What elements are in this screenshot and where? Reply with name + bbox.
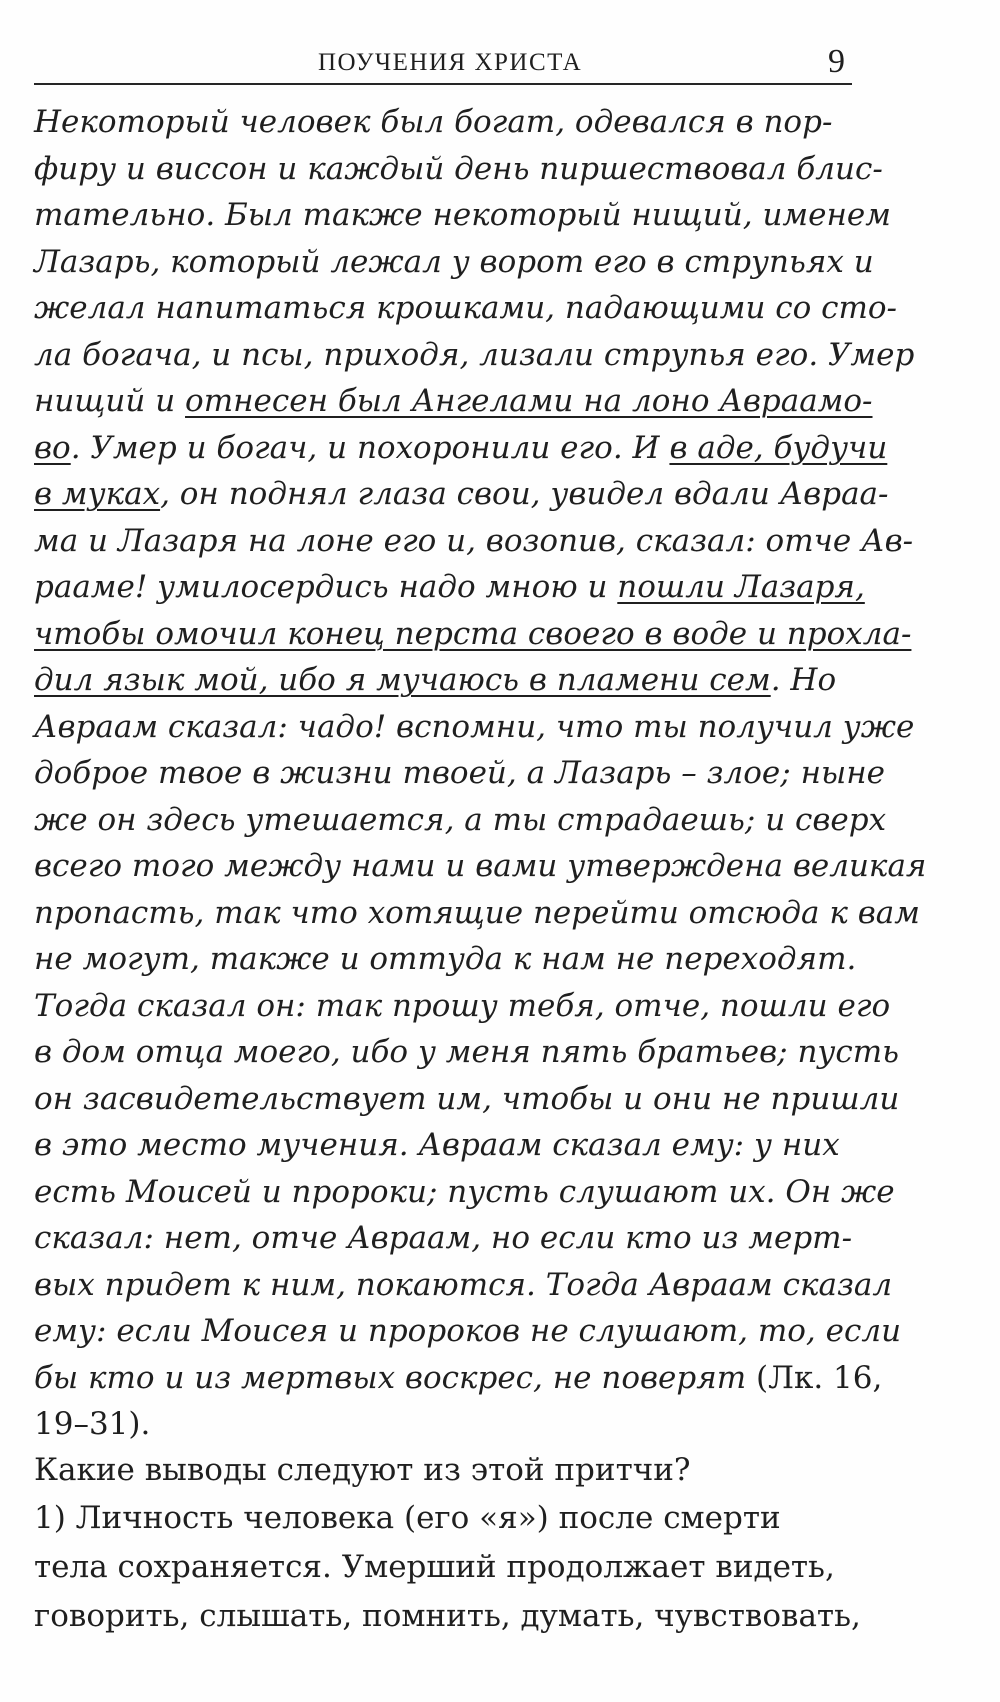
conclusion-paragraph bbox=[34, 1494, 874, 1641]
quote-line: рааме! умилосердись надо мною и пошли Лазаря, bbox=[34, 569, 865, 605]
underlined-phrase: дил язык мой, ибо я мучаюсь в пламени сем bbox=[34, 662, 771, 698]
quote-line: Авраам сказал: чадо! вспомни, что ты получил уже bbox=[34, 708, 915, 745]
quote-line bbox=[34, 611, 912, 658]
quote-line: он засвидетельствует им, чтобы и они не пришли bbox=[34, 1080, 900, 1117]
underlined-phrase: отнесен был Ангелами на лоно Авраамо- bbox=[185, 383, 873, 419]
quote-line: во. Умер и богач, и похоронили его. И в аде, будучи bbox=[34, 429, 888, 466]
quote-line: всего того между нами и вами утверждена великая bbox=[34, 848, 927, 884]
quote-line: сказал: нет, отче Авраам, но если кто из мерт- bbox=[34, 1220, 853, 1256]
underlined-phrase: в аде, будучи bbox=[669, 429, 888, 466]
quote-line: вых придет к ним, покаются. Тогда Авраам сказал bbox=[34, 1266, 893, 1303]
quote-line: в муках, он поднял глаза свои, увидел вдали Авраа- bbox=[34, 476, 889, 512]
quote-line: дил язык мой, ибо я мучаюсь в пламени сем. Но bbox=[34, 662, 837, 698]
quote-line: ла богача, и псы, приходя, лизали струпья его. Умер bbox=[34, 336, 915, 373]
parable-quote bbox=[34, 99, 927, 1448]
underlined-phrase: чтобы омочил конец перста своего в воде и прохла- bbox=[34, 615, 912, 652]
scripture-reference: (Лк. 16, bbox=[756, 1359, 883, 1396]
quote-line: желал напитаться крошками, падающими со сто- bbox=[34, 290, 898, 326]
quote-line: доброе твое в жизни твоей, а Лазарь – злое; ныне bbox=[34, 755, 886, 791]
quote-line: фиру и виссон и каждый день пиршествовал блис- bbox=[34, 150, 883, 187]
underlined-phrase: пошли Лазаря, bbox=[617, 569, 865, 605]
quote-line: же он здесь утешается, а ты страдаешь; и сверх bbox=[34, 801, 887, 838]
quote-line: Лазарь, который лежал у ворот его в струпьях и bbox=[34, 243, 874, 280]
underlined-phrase: в муках bbox=[34, 476, 161, 512]
underlined-phrase: во bbox=[34, 429, 71, 466]
conclusion-line: 1) Личность человека (его «я») после смерти bbox=[34, 1500, 781, 1536]
quote-line: пропасть, так что хотящие перейти отсюда к вам bbox=[34, 894, 920, 931]
quote-line: есть Моисей и пророки; пусть слушают их. Он же bbox=[34, 1173, 895, 1210]
quote-line: Тогда сказал он: так прошу тебя, отче, пошли его bbox=[34, 987, 891, 1024]
quote-line: бы кто и из мертвых воскрес, не поверят (Лк. 16, bbox=[34, 1359, 883, 1396]
quote-line: тательно. Был также некоторый нищий, именем bbox=[34, 197, 891, 233]
quote-line: нищий и отнесен был Ангелами на лоно Авраамо- bbox=[34, 383, 873, 419]
quote-line: ма и Лазаря на лоне его и, возопив, сказал: отче Ав- bbox=[34, 522, 914, 559]
page-header bbox=[34, 42, 852, 80]
page-number: 9 bbox=[828, 43, 845, 80]
quote-line: ему: если Моисея и пророков не слушают, то, если bbox=[34, 1313, 902, 1349]
running-title: ПОУЧЕНИЯ ХРИСТА bbox=[318, 49, 583, 76]
question-paragraph: Какие выводы следуют из этой притчи? bbox=[34, 1452, 691, 1488]
header-rule bbox=[34, 83, 852, 85]
scripture-reference-verses: 19–31). bbox=[34, 1406, 151, 1442]
quote-line: в это место мучения. Авраам сказал ему: у них bbox=[34, 1127, 840, 1163]
quote-line: не могут, также и оттуда к нам не переходят. bbox=[34, 941, 857, 977]
quote-line: Некоторый человек был богат, одевался в пор- bbox=[34, 104, 833, 140]
conclusion-line: говорить, слышать, помнить, думать, чувствовать, bbox=[34, 1598, 861, 1634]
quote-line: в дом отца моего, ибо у меня пять братьев; пусть bbox=[34, 1034, 900, 1070]
conclusion-line: тела сохраняется. Умерший продолжает видеть, bbox=[34, 1549, 835, 1585]
